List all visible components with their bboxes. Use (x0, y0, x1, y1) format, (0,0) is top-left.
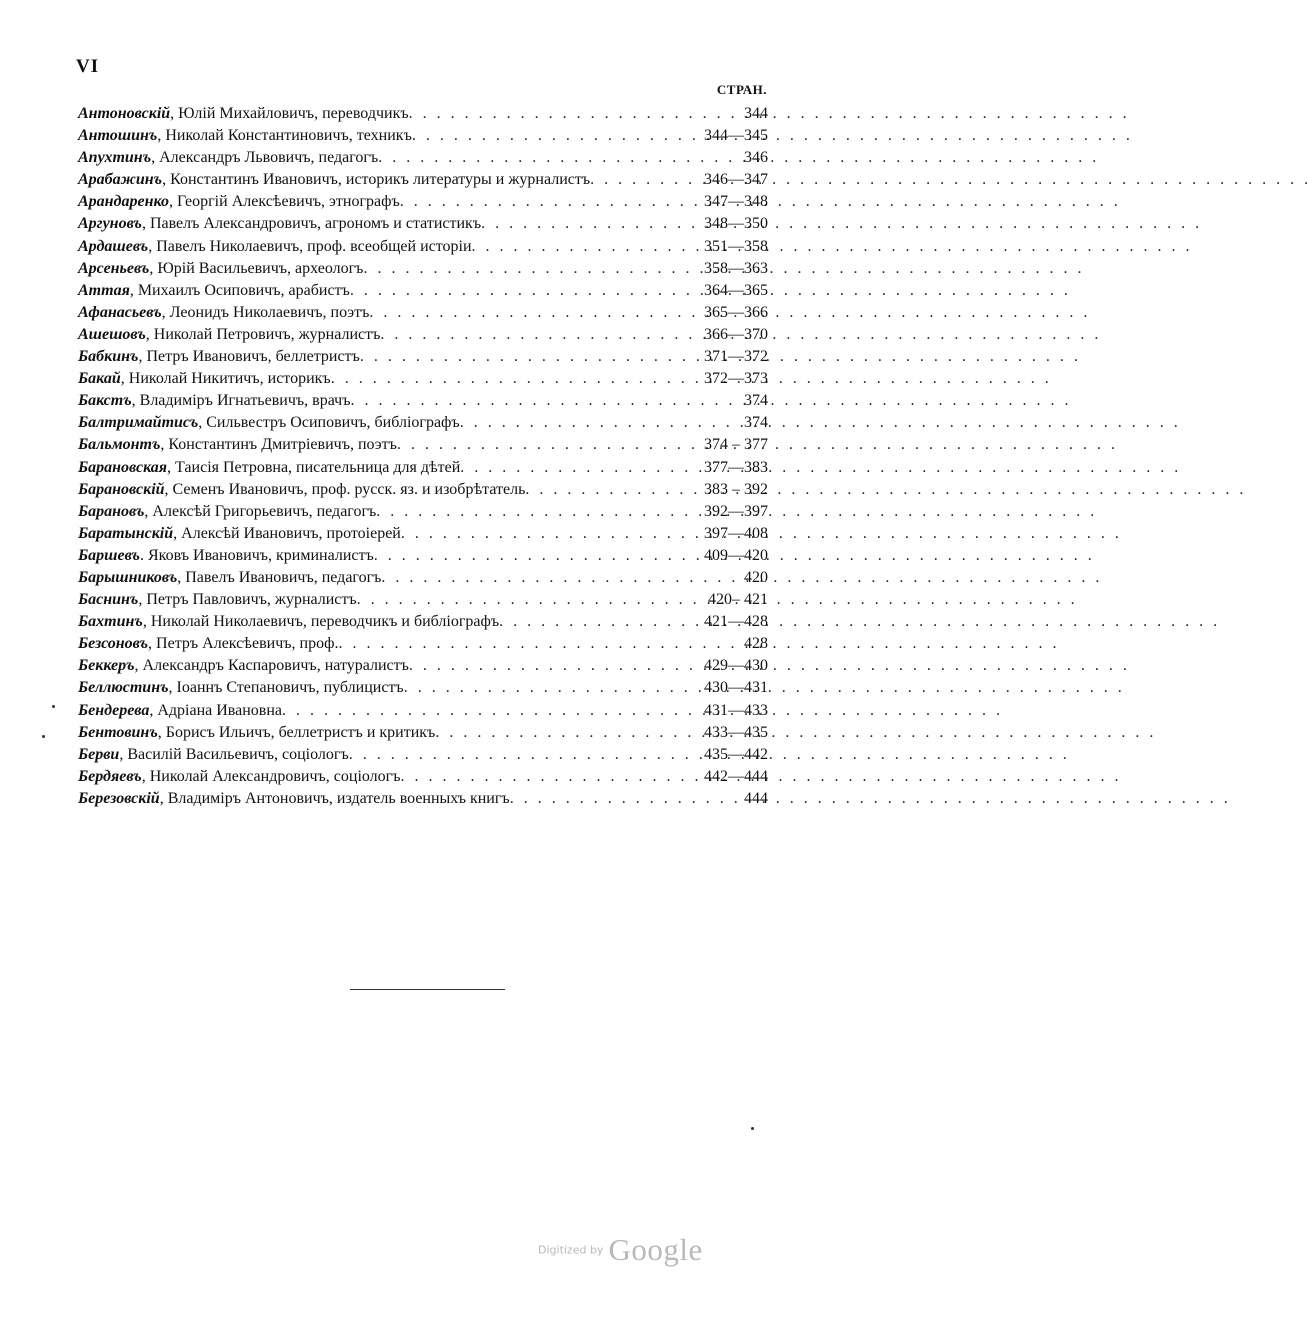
dot-leader (460, 412, 698, 434)
dot-leader (472, 236, 698, 258)
entry-description: , Петръ Павловичъ, журналистъ (138, 591, 357, 609)
entry-text (78, 722, 435, 744)
entry-description: , Юлій Михайловичъ, переводчикъ (170, 105, 409, 122)
entry-surname: Бальмонтъ (78, 436, 161, 454)
dot-leader (338, 633, 698, 655)
entry-description: , Таисія Петровна, писательница для дѣтей (167, 458, 461, 476)
dot-leader (380, 324, 698, 346)
toc-entry (78, 633, 768, 655)
entry-description: , Леонидъ Николаевичъ, поэтъ (161, 303, 370, 321)
entry-description: , Владиміръ Антоновичъ, издатель военныхъ книгъ (159, 789, 510, 807)
entry-pages: 444 (744, 789, 768, 807)
dot-leader (499, 611, 698, 633)
dot-leader (350, 390, 698, 412)
dot-leader (481, 213, 698, 235)
entry-pages: 347—348 (704, 193, 768, 211)
entry-surname: Барышниковъ (78, 568, 178, 586)
entry-surname: Баратынскій (78, 524, 174, 542)
entry-description: , Алексѣй Ивановичъ, протоіерей (173, 524, 401, 542)
entry-pages: 392—397 (704, 502, 768, 520)
entry-text (78, 479, 525, 501)
entry-text (78, 434, 397, 456)
entry-surname: Бентовинъ (78, 723, 158, 741)
toc-entry (78, 412, 768, 434)
toc-entry (78, 457, 768, 479)
dot-leader (357, 589, 698, 611)
entry-text (78, 523, 401, 545)
toc-entry (78, 434, 768, 456)
entry-surname: Бендерева (78, 701, 150, 719)
dot-leader (412, 125, 698, 147)
entry-pages: 374 (744, 414, 768, 432)
entry-pages: 364—365 (704, 281, 768, 299)
entry-text (78, 412, 460, 434)
entry-surname: Арабажинъ (78, 171, 163, 189)
toc-entry (78, 191, 768, 213)
entry-surname: Бахтинъ (78, 613, 143, 631)
entry-description: , Николай Константиновичъ, техникъ (157, 127, 412, 145)
dot-leader (400, 191, 698, 213)
entry-pages: 421—428 (704, 613, 768, 631)
entry-description: , Константинъ Дмитріевичъ, поэтъ (160, 436, 397, 454)
dot-leader (369, 302, 698, 324)
entry-description: , Сильвестръ Осиповичъ, библіографъ (198, 414, 460, 432)
toc-entry (78, 545, 768, 567)
toc-entry (78, 147, 768, 169)
entry-pages: 397—408 (704, 524, 768, 542)
entry-surname: Березовскій (78, 789, 160, 807)
entry-surname: Арандаренко (78, 193, 169, 211)
dot-leader (374, 545, 698, 567)
entry-surname: Баснинъ (78, 591, 139, 609)
entry-surname: Ардашевъ (78, 237, 149, 255)
table-of-contents (78, 103, 768, 810)
entry-pages: 346 (744, 149, 768, 167)
entry-surname: Балтримайтисъ (78, 414, 199, 432)
entry-surname: Барановскій (78, 480, 165, 498)
toc-entry (78, 722, 768, 744)
entry-surname: Арсеньевъ (78, 259, 150, 277)
entry-text (78, 103, 409, 125)
entry-surname: Бабкинъ (78, 348, 139, 366)
dot-leader (381, 567, 698, 589)
entry-surname: Ашешовъ (78, 325, 146, 343)
entry-pages: 435—442 (704, 745, 768, 763)
dot-leader (401, 523, 698, 545)
entry-pages: 366—370 (704, 325, 768, 343)
entry-text (78, 302, 369, 324)
entry-text (78, 788, 510, 810)
toc-entry (78, 655, 768, 677)
dot-leader (350, 280, 698, 302)
entry-pages: 433—435 (704, 723, 768, 741)
entry-surname: Бердяевъ (78, 767, 142, 785)
toc-entry (78, 788, 768, 810)
dot-leader (349, 744, 698, 766)
entry-text (78, 457, 460, 479)
entry-description: , Петръ Алексѣевичъ, проф. (148, 635, 339, 653)
toc-entry (78, 103, 768, 125)
entry-description: , Михаилъ Осиповичъ, арабистъ (129, 281, 350, 299)
dot-leader (525, 479, 698, 501)
entry-text (78, 346, 360, 368)
entry-surname: Беллюстинъ (78, 679, 169, 697)
toc-entry (78, 346, 768, 368)
entry-text (78, 501, 376, 523)
toc-entry (78, 589, 768, 611)
entry-description: , Владиміръ Игнатьевичъ, врачъ (131, 392, 351, 410)
toc-entry (78, 700, 768, 722)
toc-entry (78, 523, 768, 545)
entry-text (78, 390, 350, 412)
entry-description: , Константинъ Ивановичъ, историкъ литературы и журналистъ (162, 171, 591, 189)
dot-leader (376, 501, 698, 523)
toc-entry (78, 236, 768, 258)
print-speck (751, 1127, 754, 1130)
entry-surname: Безсоновъ (78, 635, 149, 653)
digitized-watermark (538, 1232, 703, 1268)
google-logo: Google (608, 1232, 703, 1267)
toc-entry (78, 213, 768, 235)
toc-entry (78, 258, 768, 280)
toc-entry (78, 280, 768, 302)
entry-pages: 374 (744, 392, 768, 410)
entry-description: , Александръ Львовичъ, педагогъ (151, 149, 379, 167)
dot-leader (360, 346, 698, 368)
entry-surname: Беккеръ (78, 657, 135, 675)
entry-description: , Николай Николаевичъ, переводчикъ и библіографъ (142, 613, 500, 631)
closing-rule (350, 989, 505, 990)
entry-pages: 365—366 (704, 303, 768, 321)
print-speck (42, 735, 45, 738)
entry-surname: Аргуновъ (78, 215, 142, 233)
toc-entry (78, 169, 768, 191)
dot-leader (282, 700, 698, 722)
entry-text (78, 677, 404, 699)
entry-pages: 351—358 (704, 237, 768, 255)
toc-entry (78, 744, 768, 766)
entry-pages: 409—420 (704, 546, 768, 564)
entry-description: , Юрій Васильевичъ, археологъ (149, 259, 364, 277)
entry-description: , Павелъ Николаевичъ, проф. всеобщей исторіи (148, 237, 472, 255)
entry-description: , Петръ Ивановичъ, беллетристъ (138, 348, 360, 366)
entry-text (78, 147, 378, 169)
page-number: VI (76, 56, 100, 77)
entry-pages: 348—350 (704, 215, 768, 233)
print-speck (52, 705, 55, 708)
dot-leader (397, 434, 698, 456)
entry-text (78, 213, 481, 235)
entry-text (78, 744, 349, 766)
entry-pages: 346—347 (704, 171, 768, 189)
entry-pages: 374 – 377 (704, 436, 768, 454)
entry-description: , Александръ Каспаровичъ, натуралистъ (134, 657, 409, 675)
entry-text (78, 258, 363, 280)
dot-leader (331, 368, 698, 390)
entry-description: , Семенъ Ивановичъ, проф. русск. яз. и изобрѣтатель (164, 480, 526, 498)
entry-text (78, 655, 409, 677)
entry-pages: 371—372 (704, 348, 768, 366)
entry-surname: Апухтинъ (78, 149, 152, 167)
toc-entry (78, 125, 768, 147)
entry-text (78, 545, 374, 567)
entry-pages: 377—383 (704, 458, 768, 476)
entry-text (78, 633, 338, 655)
entry-description: , Николай Александровичъ, соціологъ (141, 767, 401, 785)
entry-surname: Барановская (78, 458, 168, 476)
entry-text (78, 589, 357, 611)
entry-surname: Антошинъ (78, 127, 158, 145)
dot-leader (435, 722, 698, 744)
entry-pages: 429—430 (704, 657, 768, 675)
entry-description: , Василій Васильевичъ, соціологъ (119, 745, 349, 763)
entry-text (78, 125, 412, 147)
entry-text (78, 169, 590, 191)
entry-description: , Николай Петровичъ, журналистъ (145, 325, 381, 343)
toc-entry (78, 766, 768, 788)
entry-text (78, 368, 331, 390)
toc-entry (78, 368, 768, 390)
entry-description: . Яковъ Ивановичъ, криминалистъ (139, 546, 374, 564)
entry-text (78, 236, 472, 258)
entry-surname: Аттая (78, 281, 130, 299)
entry-text (78, 280, 350, 302)
entry-text (78, 324, 380, 346)
dot-leader (401, 766, 699, 788)
entry-pages: 431—433 (704, 701, 768, 719)
dot-leader (409, 655, 698, 677)
entry-description: , Георгій Алексѣевичъ, этнографъ (168, 193, 400, 211)
entry-pages: 372—373 (704, 370, 768, 388)
entry-surname: Барановъ (78, 502, 145, 520)
entry-text (78, 766, 401, 788)
entry-pages: 344—345 (704, 127, 768, 145)
toc-entry (78, 611, 768, 633)
dot-leader (510, 788, 698, 810)
pages-column-header: СТРАН. (716, 82, 767, 97)
entry-pages: 420– 421 (708, 591, 768, 609)
dot-leader (404, 677, 698, 699)
dot-leader (378, 147, 698, 169)
toc-entry (78, 677, 768, 699)
entry-pages: 428 (744, 635, 768, 653)
dot-leader (409, 103, 698, 125)
entry-description: , Павелъ Александровичъ, агрономъ и статистикъ (141, 215, 482, 233)
entry-pages: 358—363 (704, 259, 768, 277)
entry-surname: Афанасьевъ (78, 303, 162, 321)
entry-text (78, 191, 400, 213)
entry-pages: 430—431 (704, 679, 768, 697)
entry-surname: Берви (78, 745, 120, 763)
entry-description: , Адріана Ивановна (149, 701, 283, 719)
entry-pages: 344 (744, 105, 768, 122)
toc-entry (78, 479, 768, 501)
entry-description: , Борисъ Ильичъ, беллетристъ и критикъ (157, 723, 436, 741)
toc-entry (78, 501, 768, 523)
dot-leader (363, 258, 698, 280)
entry-description: , Павелъ Ивановичъ, педагогъ (177, 568, 382, 586)
entry-surname: Баршевъ (78, 546, 140, 564)
entry-surname: Бакстъ (78, 392, 132, 410)
toc-entry (78, 567, 768, 589)
entry-text (78, 700, 282, 722)
entry-surname: Бакай (78, 370, 121, 388)
entry-text (78, 567, 381, 589)
entry-description: , Іоаннъ Степановичъ, публицистъ (168, 679, 404, 697)
dot-leader (460, 457, 698, 479)
entry-description: , Алексѣй Григорьевичъ, педагогъ (144, 502, 377, 520)
entry-description: , Николай Никитичъ, историкъ (120, 370, 331, 388)
entry-pages: 383 – 392 (704, 480, 768, 498)
dot-leader (590, 169, 698, 191)
watermark-prefix: Digitized by (538, 1243, 604, 1257)
entry-pages: 442—444 (704, 767, 768, 785)
entry-surname: Антоновскій (78, 105, 171, 122)
toc-entry (78, 302, 768, 324)
toc-entry (78, 390, 768, 412)
entry-pages: 420 (744, 568, 768, 586)
toc-entry (78, 324, 768, 346)
entry-text (78, 611, 499, 633)
